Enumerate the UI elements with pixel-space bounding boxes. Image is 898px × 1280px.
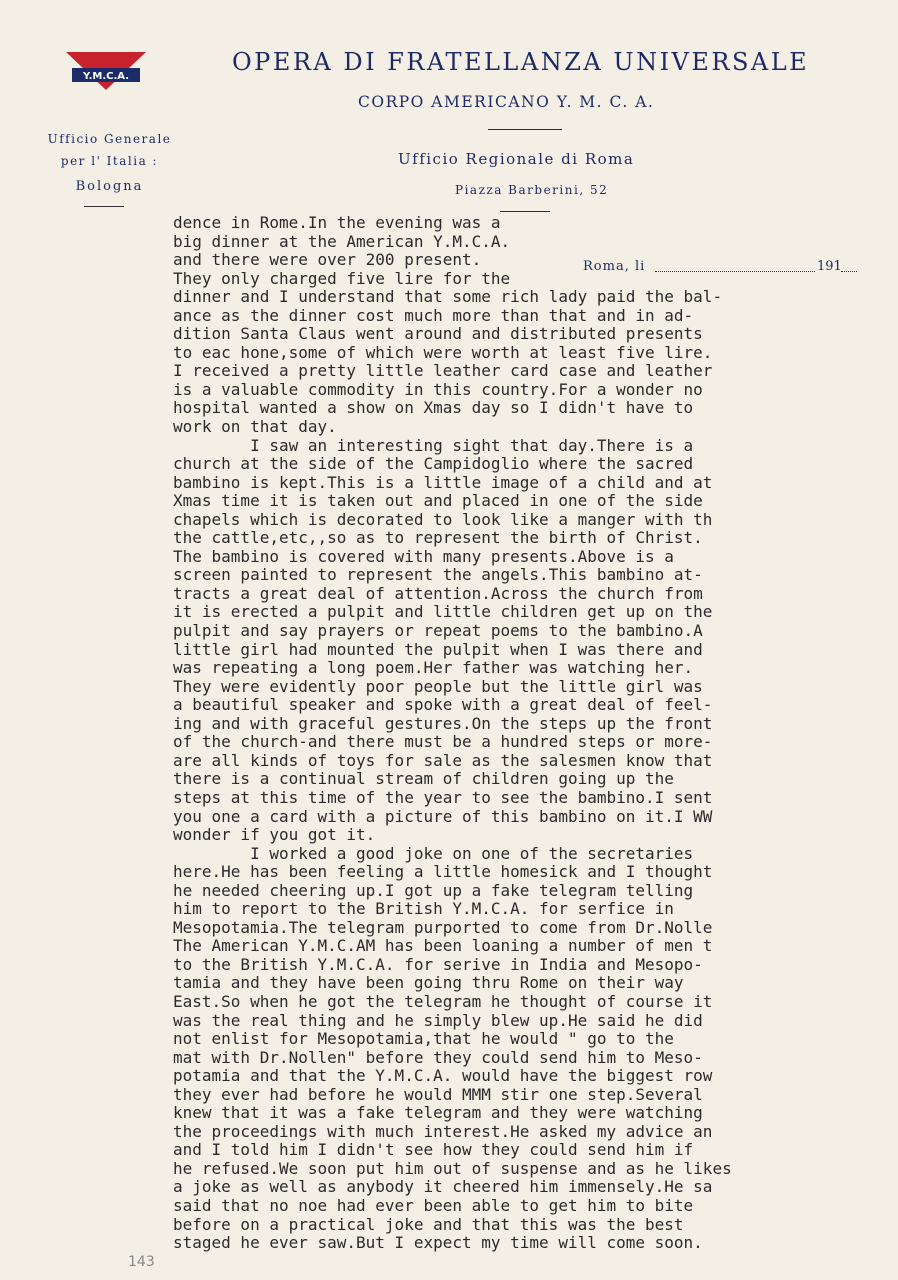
letter-line: work on that day. [173,417,337,437]
letter-line: big dinner at the American Y.M.C.A. [173,231,511,251]
letter-line: knew that it was a fake telegram and they were watching [173,1103,703,1123]
letter-line: I received a pretty little leather card case and leather [173,361,713,381]
letter-line: and there were over 200 present. [173,250,482,270]
letterhead-subtitle: CORPO AMERICANO Y. M. C. A. [358,93,655,111]
letter-line: he needed cheering up.I got up a fake telegram telling [173,880,694,900]
letter-line: he refused.We soon put him out of suspense and as he likes [173,1158,732,1178]
letter-line: East.So when he got the telegram he thought of course it [173,991,713,1011]
letter-line: is a valuable commodity in this country.For a wonder no [173,379,703,399]
letter-line: a joke as well as anybody it cheered him immensely.He sa [173,1177,713,1197]
letter-line: bambino is kept.This is a little image of a child and at [173,472,713,492]
letter-line: to eac hone,some of which were worth at least five lire. [173,342,713,362]
letter-line: dence in Rome.In the evening was a [173,213,501,232]
office-address: Piazza Barberini, 52 [455,183,609,197]
letter-line: there is a continual stream of children going up the [173,769,674,789]
letter-line: screen painted to represent the angels.This bambino at- [173,565,703,585]
letter-line: I saw an interesting sight that day.There is a [173,435,694,455]
letter-line: little girl had mounted the pulpit when I was there and [173,639,703,659]
letter-line: was the real thing and he simply blew up.He said he did [173,1010,703,1030]
letter-line: tracts a great deal of attention.Across the church from [173,583,703,603]
left-office-line: Ufficio Generale [47,132,172,146]
letter-line: him to report to the British Y.M.C.A. for serfice in [173,899,674,919]
letter-line: of the church-and there must be a hundred steps or more- [173,732,713,752]
letter-line: Xmas time it is taken out and placed in one of the side [173,491,703,511]
letter-line: They only charged five lire for the [173,268,511,288]
letter-line: pulpit and say prayers or repeat poems to the bambino.A [173,621,703,641]
letter-line: staged he ever saw.But I expect my time will come soon. [173,1233,703,1253]
left-office-line: per l' Italia : [60,154,159,168]
letter-line: they ever had before he would MMM stir one step.Several [173,1084,703,1104]
letter-line: not enlist for Mesopotamia,that he would " go to the [173,1029,674,1049]
letter-line: dinner and I understand that some rich lady paid the bal- [173,287,723,307]
letter-line: ance as the dinner cost much more than that and in ad- [173,305,694,325]
letter-line: was repeating a long poem.Her father was watching her. [173,658,694,678]
letter-line: the proceedings with much interest.He asked my advice an [173,1121,713,1141]
letter-line: Mesopotamia.The telegram purported to come from Dr.Nolle [173,917,713,937]
ymca-triangle-logo [66,52,146,90]
letter-line: here.He has been feeling a little homesick and I thought [173,862,713,882]
letter-line: steps at this time of the year to see the bambino.I sent [173,787,713,807]
letter-line: I worked a good joke on one of the secretaries [173,843,694,863]
letter-body [173,214,893,1253]
letter-line: ing and with graceful gestures.On the steps up the front [173,713,713,733]
letter-line: the cattle,etc,,so as to represent the birth of Christ. [173,528,703,548]
letter-line: a beautiful speaker and spoke with a great deal of feel- [173,695,713,715]
letter-line: potamia and that the Y.M.C.A. would have the biggest row [173,1066,713,1086]
letter-line: before on a practical joke and that this was the best [173,1214,684,1234]
letter-line: wonder if you got it. [173,825,376,845]
letter-line: it is erected a pulpit and little children get up on the [173,602,713,622]
page-number: 143 [128,1254,155,1270]
svg-text:Y.M.C.A.: Y.M.C.A. [83,71,129,82]
letterhead-title: OPERA DI FRATELLANZA UNIVERSALE [232,48,810,76]
dateline-prefix: Roma, li [583,259,646,274]
letter-line: mat with Dr.Nollen" before they could send him to Meso- [173,1047,703,1067]
letter-line: to the British Y.M.C.A. for serive in India and Mesopo- [173,954,703,974]
left-office-block [22,128,197,198]
letter-line: The bambino is covered with many presents.Above is a [173,546,674,566]
letter-line: They were evidently poor people but the little girl was [173,676,703,696]
ornament-divider [488,129,562,132]
letter-line: said that no noe had ever been able to get him to bite [173,1195,694,1215]
letter-line: and I told him I didn't see how they could send him if [173,1140,694,1160]
letter-line: hospital wanted a show on Xmas day so I didn't have to [173,398,694,418]
left-divider [84,206,124,209]
letter-line: church at the side of the Campidoglio where the sacred [173,454,694,474]
letter-line: are all kinds of toys for sale as the salesmen know that [173,750,713,770]
regional-office: Ufficio Regionale di Roma [398,150,635,168]
letter-line: The American Y.M.C.AM has been loaning a number of men t [173,936,713,956]
left-office-city: Bologna [75,179,144,194]
letter-line: tamia and they have been going thru Rome on their way [173,973,684,993]
letter-line: you one a card with a picture of this bambino on it.I WW [173,806,713,826]
letter-line: dition Santa Claus went around and distributed presents [173,324,703,344]
dateline-year: 191 [817,259,842,274]
letter-line: chapels which is decorated to look like a manger with th [173,509,713,529]
